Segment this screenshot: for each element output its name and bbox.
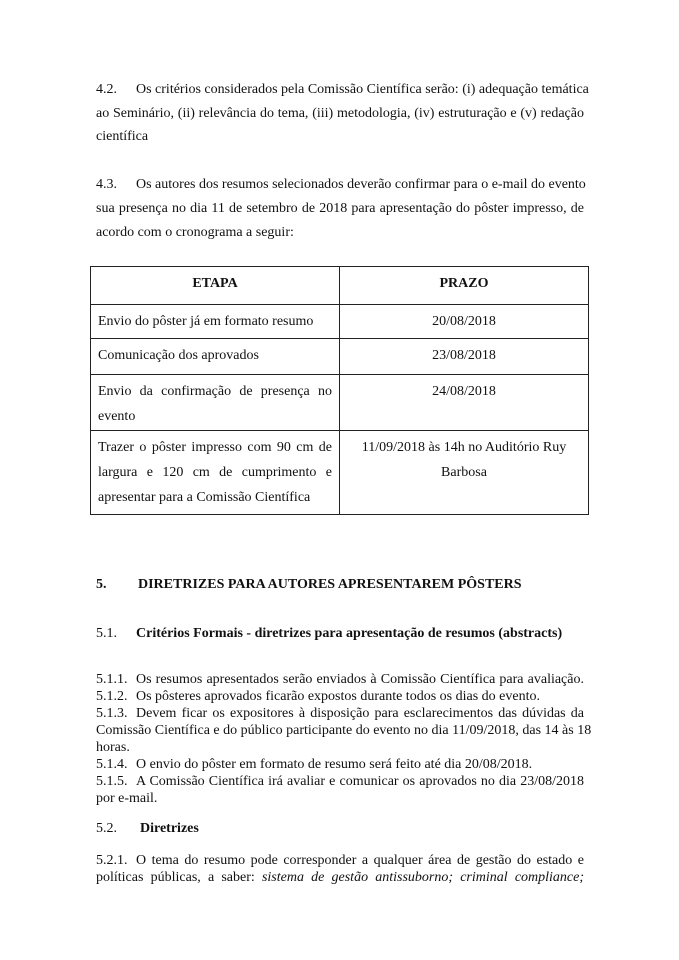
table-row xyxy=(91,339,589,375)
etapa-line: apresentar para a Comissão Científica xyxy=(98,490,311,505)
item-5-1-5-line-1 xyxy=(96,773,584,791)
item-5-1-3-line-2: Comissão Científica e do público participante do evento no dia 11/09/2018, das 14 às 18 xyxy=(96,723,592,738)
item-5-1-3-line-3: horas. xyxy=(96,740,130,755)
item-5-1-5-line-2: por e-mail. xyxy=(96,791,158,806)
etapa-cell: Comunicação dos aprovados xyxy=(91,339,340,375)
item-text-italic: sistema de gestão antissuborno; criminal compliance; xyxy=(261,870,585,885)
section-title: Critérios Formais - diretrizes para apresentação de resumos (abstracts) xyxy=(136,626,563,641)
etapa-line: largura e 120 cm de cumprimento e xyxy=(98,465,332,480)
item-number: 5.1.3. xyxy=(96,706,128,721)
section-5-2-heading xyxy=(96,820,199,838)
item-text: Os pôsteres aprovados ficarão expostos durante todos os dias do evento. xyxy=(136,689,540,704)
paragraph-text: Os autores dos resumos selecionados deverão confirmar para o e-mail do evento xyxy=(136,177,586,192)
item-5-2-1-line-2 xyxy=(96,869,584,887)
item-5-1-1 xyxy=(96,671,584,689)
table-row xyxy=(91,305,589,339)
item-5-2-1-line-1 xyxy=(96,852,584,870)
prazo-line: 11/09/2018 às 14h no Auditório Ruy xyxy=(361,440,567,455)
table-header-row xyxy=(91,267,589,305)
table-row xyxy=(91,375,589,431)
item-5-1-3-line-1 xyxy=(96,705,584,723)
paragraph-4-3-line-2: sua presença no dia 11 de setembro de 2018 para apresentação do pôster impresso, de xyxy=(96,201,584,216)
etapa-line: evento xyxy=(98,409,136,424)
paragraph-4-3-line-1 xyxy=(96,176,584,194)
item-number: 5.2.1. xyxy=(96,853,128,868)
etapa-cell xyxy=(91,431,340,515)
section-number: 5.2. xyxy=(96,821,117,836)
paragraph-4-2-line-1 xyxy=(96,81,589,99)
etapa-line: Envio da confirmação de presença no xyxy=(98,384,332,399)
item-text: Devem ficar os expositores à disposição para esclarecimentos das dúvidas da xyxy=(136,706,584,721)
paragraph-4-2-line-3: científica xyxy=(96,129,149,144)
prazo-line: Barbosa xyxy=(441,465,487,480)
column-header-prazo: PRAZO xyxy=(340,267,589,305)
item-text: políticas públicas, a saber: xyxy=(96,870,255,885)
schedule-table xyxy=(90,266,589,515)
section-5-1-heading xyxy=(96,625,562,643)
item-number: 5.1.1. xyxy=(96,672,128,687)
prazo-cell: 20/08/2018 xyxy=(340,305,589,339)
column-header-etapa: ETAPA xyxy=(91,267,340,305)
etapa-cell: Envio do pôster já em formato resumo xyxy=(91,305,340,339)
paragraph-4-3-line-3: acordo com o cronograma a seguir: xyxy=(96,225,294,240)
item-number: 5.1.2. xyxy=(96,689,128,704)
item-text: A Comissão Científica irá avaliar e comunicar os aprovados no dia 23/08/2018 xyxy=(136,774,584,789)
item-number: 5.1.5. xyxy=(96,774,128,789)
etapa-cell xyxy=(91,375,340,431)
etapa-line: Trazer o pôster impresso com 90 cm de xyxy=(98,440,332,455)
item-text: O tema do resumo pode corresponder a qualquer área de gestão do estado e xyxy=(136,853,584,868)
section-number: 5. xyxy=(96,577,107,592)
paragraph-text: Os critérios considerados pela Comissão Científica serão: (i) adequação temática xyxy=(136,82,589,97)
item-text: Os resumos apresentados serão enviados à Comissão Científica para avaliação. xyxy=(136,672,584,687)
section-number: 5.1. xyxy=(96,626,117,641)
item-5-1-4 xyxy=(96,756,584,774)
section-5-heading xyxy=(96,576,522,594)
prazo-cell xyxy=(340,431,589,515)
section-number: 4.3. xyxy=(96,177,117,192)
table-row xyxy=(91,431,589,515)
item-number: 5.1.4. xyxy=(96,757,128,772)
prazo-cell: 24/08/2018 xyxy=(340,375,589,431)
section-number: 4.2. xyxy=(96,82,117,97)
item-text: O envio do pôster em formato de resumo será feito até dia 20/08/2018. xyxy=(136,757,533,772)
paragraph-4-2-line-2: ao Seminário, (ii) relevância do tema, (iii) metodologia, (iv) estruturação e (v) redação xyxy=(96,106,584,121)
section-title: Diretrizes xyxy=(140,821,199,836)
prazo-cell: 23/08/2018 xyxy=(340,339,589,375)
item-5-1-2 xyxy=(96,688,584,706)
section-title: DIRETRIZES PARA AUTORES APRESENTAREM PÔSTERS xyxy=(138,577,522,592)
